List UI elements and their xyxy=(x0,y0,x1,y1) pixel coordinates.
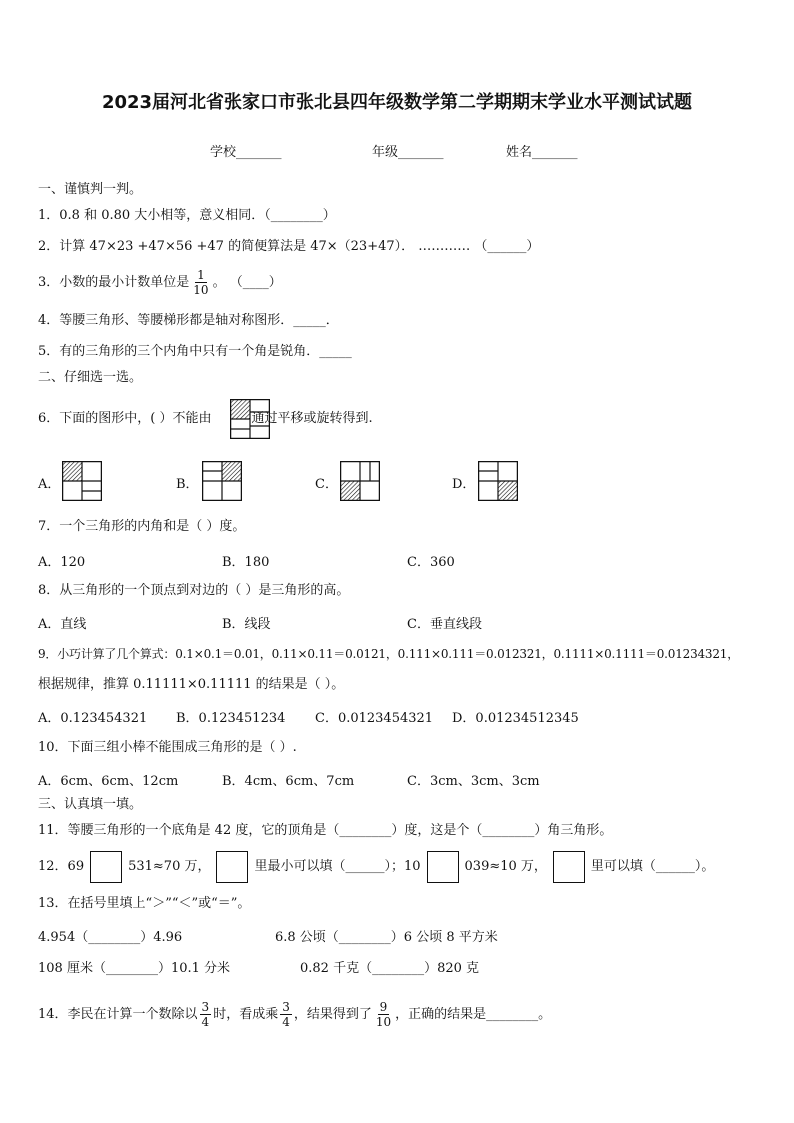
q9-option-c: C．0.0123454321 xyxy=(315,711,434,726)
question-3 xyxy=(38,268,282,297)
section-2-heading: 二、仔细选一选。 xyxy=(38,370,143,385)
q13-item-1: 4.954（________）4.96 xyxy=(38,930,183,945)
q13-item-2: 6.8 公顷（________）6 公顷 8 平方米 xyxy=(275,930,498,945)
q12-part-d: 039≈10 万， xyxy=(464,859,547,874)
question-10: 10．下面三组小棒不能围成三角形的是（ ）. xyxy=(38,740,297,755)
page-title: 2023届河北省张家口市张北县四年级数学第二学期期末学业水平测试试题 xyxy=(101,92,693,113)
fraction-denominator: 10 xyxy=(193,283,209,297)
q6-option-c-figure xyxy=(340,461,380,501)
q6-reference-figure xyxy=(230,399,270,439)
q6-option-c-label: C． xyxy=(315,477,338,492)
fraction-numerator: 3 xyxy=(282,1000,290,1014)
q12-part-a: 12．69 xyxy=(38,859,85,874)
fraction-denominator: 4 xyxy=(282,1015,290,1029)
q9-option-b: B．0.123451234 xyxy=(176,711,286,726)
answer-box[interactable] xyxy=(216,851,248,883)
q13-item-3: 108 厘米（________）10.1 分米 xyxy=(38,961,231,976)
q6-option-b-figure xyxy=(202,461,242,501)
question-7: 7．一个三角形的内角和是（ ）度。 xyxy=(38,519,246,534)
question-11: 11．等腰三角形的一个底角是 42 度，它的顶角是（________）度，这是个（________）角三角形。 xyxy=(38,823,613,838)
q14-part-d: ，正确的结果是________。 xyxy=(395,1007,552,1022)
question-2: 2．计算 47×23 +47×56 +47 的简便算法是 47×（23+47）． ………… （______） xyxy=(38,239,540,254)
q6-option-b-label: B． xyxy=(176,477,199,492)
fraction-3-4 xyxy=(280,1000,292,1029)
answer-box[interactable] xyxy=(427,851,459,883)
q7-option-b: B．180 xyxy=(222,555,270,570)
q6-option-a-figure xyxy=(62,461,102,501)
section-1-heading: 一、谨慎判一判。 xyxy=(38,182,143,197)
q14-part-a: 14．李民在计算一个数除以 xyxy=(38,1007,198,1022)
q12-part-b: 531≈70 万， xyxy=(128,859,211,874)
question-3-text: 3．小数的最小计数单位是 xyxy=(38,275,190,290)
q7-option-c: C．360 xyxy=(407,555,455,570)
question-6 xyxy=(38,410,373,428)
q8-option-a: A．直线 xyxy=(38,617,87,632)
question-4: 4．等腰三角形、等腰梯形都是轴对称图形．_____． xyxy=(38,313,339,328)
question-13: 13．在括号里填上“＞”“＜”或“＝”。 xyxy=(38,896,251,911)
question-1: 1．0.8 和 0.80 大小相等，意义相同．（________） xyxy=(38,208,336,223)
question-5: 5．有的三角形的三个内角中只有一个角是锐角．_____ xyxy=(38,344,352,359)
q14-part-b: 时，看成乘 xyxy=(213,1007,279,1022)
q12-part-e: 里可以填（______）。 xyxy=(590,859,715,874)
question-6-tail: 通过平移或旋转得到. xyxy=(251,411,373,426)
fraction-9-10 xyxy=(374,1000,393,1029)
name-field: 姓名_______ xyxy=(506,145,578,160)
q6-option-a-label: A． xyxy=(38,477,61,492)
question-8: 8．从三角形的一个顶点到对边的（ ）是三角形的高。 xyxy=(38,583,350,598)
q8-option-c: C．垂直线段 xyxy=(407,617,482,632)
fraction-1-10 xyxy=(191,268,210,297)
q6-option-d-figure xyxy=(478,461,518,501)
fraction-3-4 xyxy=(200,1000,212,1029)
section-3-heading: 三、认真填一填。 xyxy=(38,797,143,812)
q6-option-d-label: D． xyxy=(452,477,476,492)
q10-option-b: B．4cm、6cm、7cm xyxy=(222,774,355,789)
school-field: 学校_______ xyxy=(210,145,282,160)
fraction-denominator: 4 xyxy=(201,1015,210,1029)
question-12 xyxy=(38,850,714,884)
question-9-line-1: 9．小巧计算了几个算式：0.1×0.1＝0.01，0.11×0.11＝0.0121，0.111×0.111＝0.012321，0.1111×0.1111＝0.01234321， xyxy=(38,647,740,661)
question-9-line-2: 根据规律，推算 0.11111×0.11111 的结果是（ ）。 xyxy=(38,677,345,692)
question-14 xyxy=(38,1000,551,1030)
fraction-numerator: 1 xyxy=(197,268,205,282)
q8-option-b: B．线段 xyxy=(222,617,271,632)
answer-box[interactable] xyxy=(90,851,122,883)
q9-option-a: A．0.123454321 xyxy=(38,711,148,726)
question-3-tail: 。 （____） xyxy=(212,275,282,290)
answer-box[interactable] xyxy=(553,851,585,883)
q13-item-4: 0.82 千克（________）820 克 xyxy=(300,961,480,976)
fraction-numerator: 9 xyxy=(379,1000,388,1014)
grade-field: 年级_______ xyxy=(372,145,444,160)
q7-option-a: A．120 xyxy=(38,555,86,570)
question-6-text: 6．下面的图形中，( ）不能由 xyxy=(38,411,212,426)
q10-option-c: C．3cm、3cm、3cm xyxy=(407,774,540,789)
q9-option-d: D．0.01234512345 xyxy=(452,711,579,726)
q12-part-c: 里最小可以填（______）；10 xyxy=(254,859,421,874)
q10-option-a: A．6cm、6cm、12cm xyxy=(38,774,179,789)
fraction-numerator: 3 xyxy=(201,1000,210,1014)
q14-part-c: ，结果得到了 xyxy=(293,1007,372,1022)
fraction-denominator: 10 xyxy=(375,1015,392,1029)
